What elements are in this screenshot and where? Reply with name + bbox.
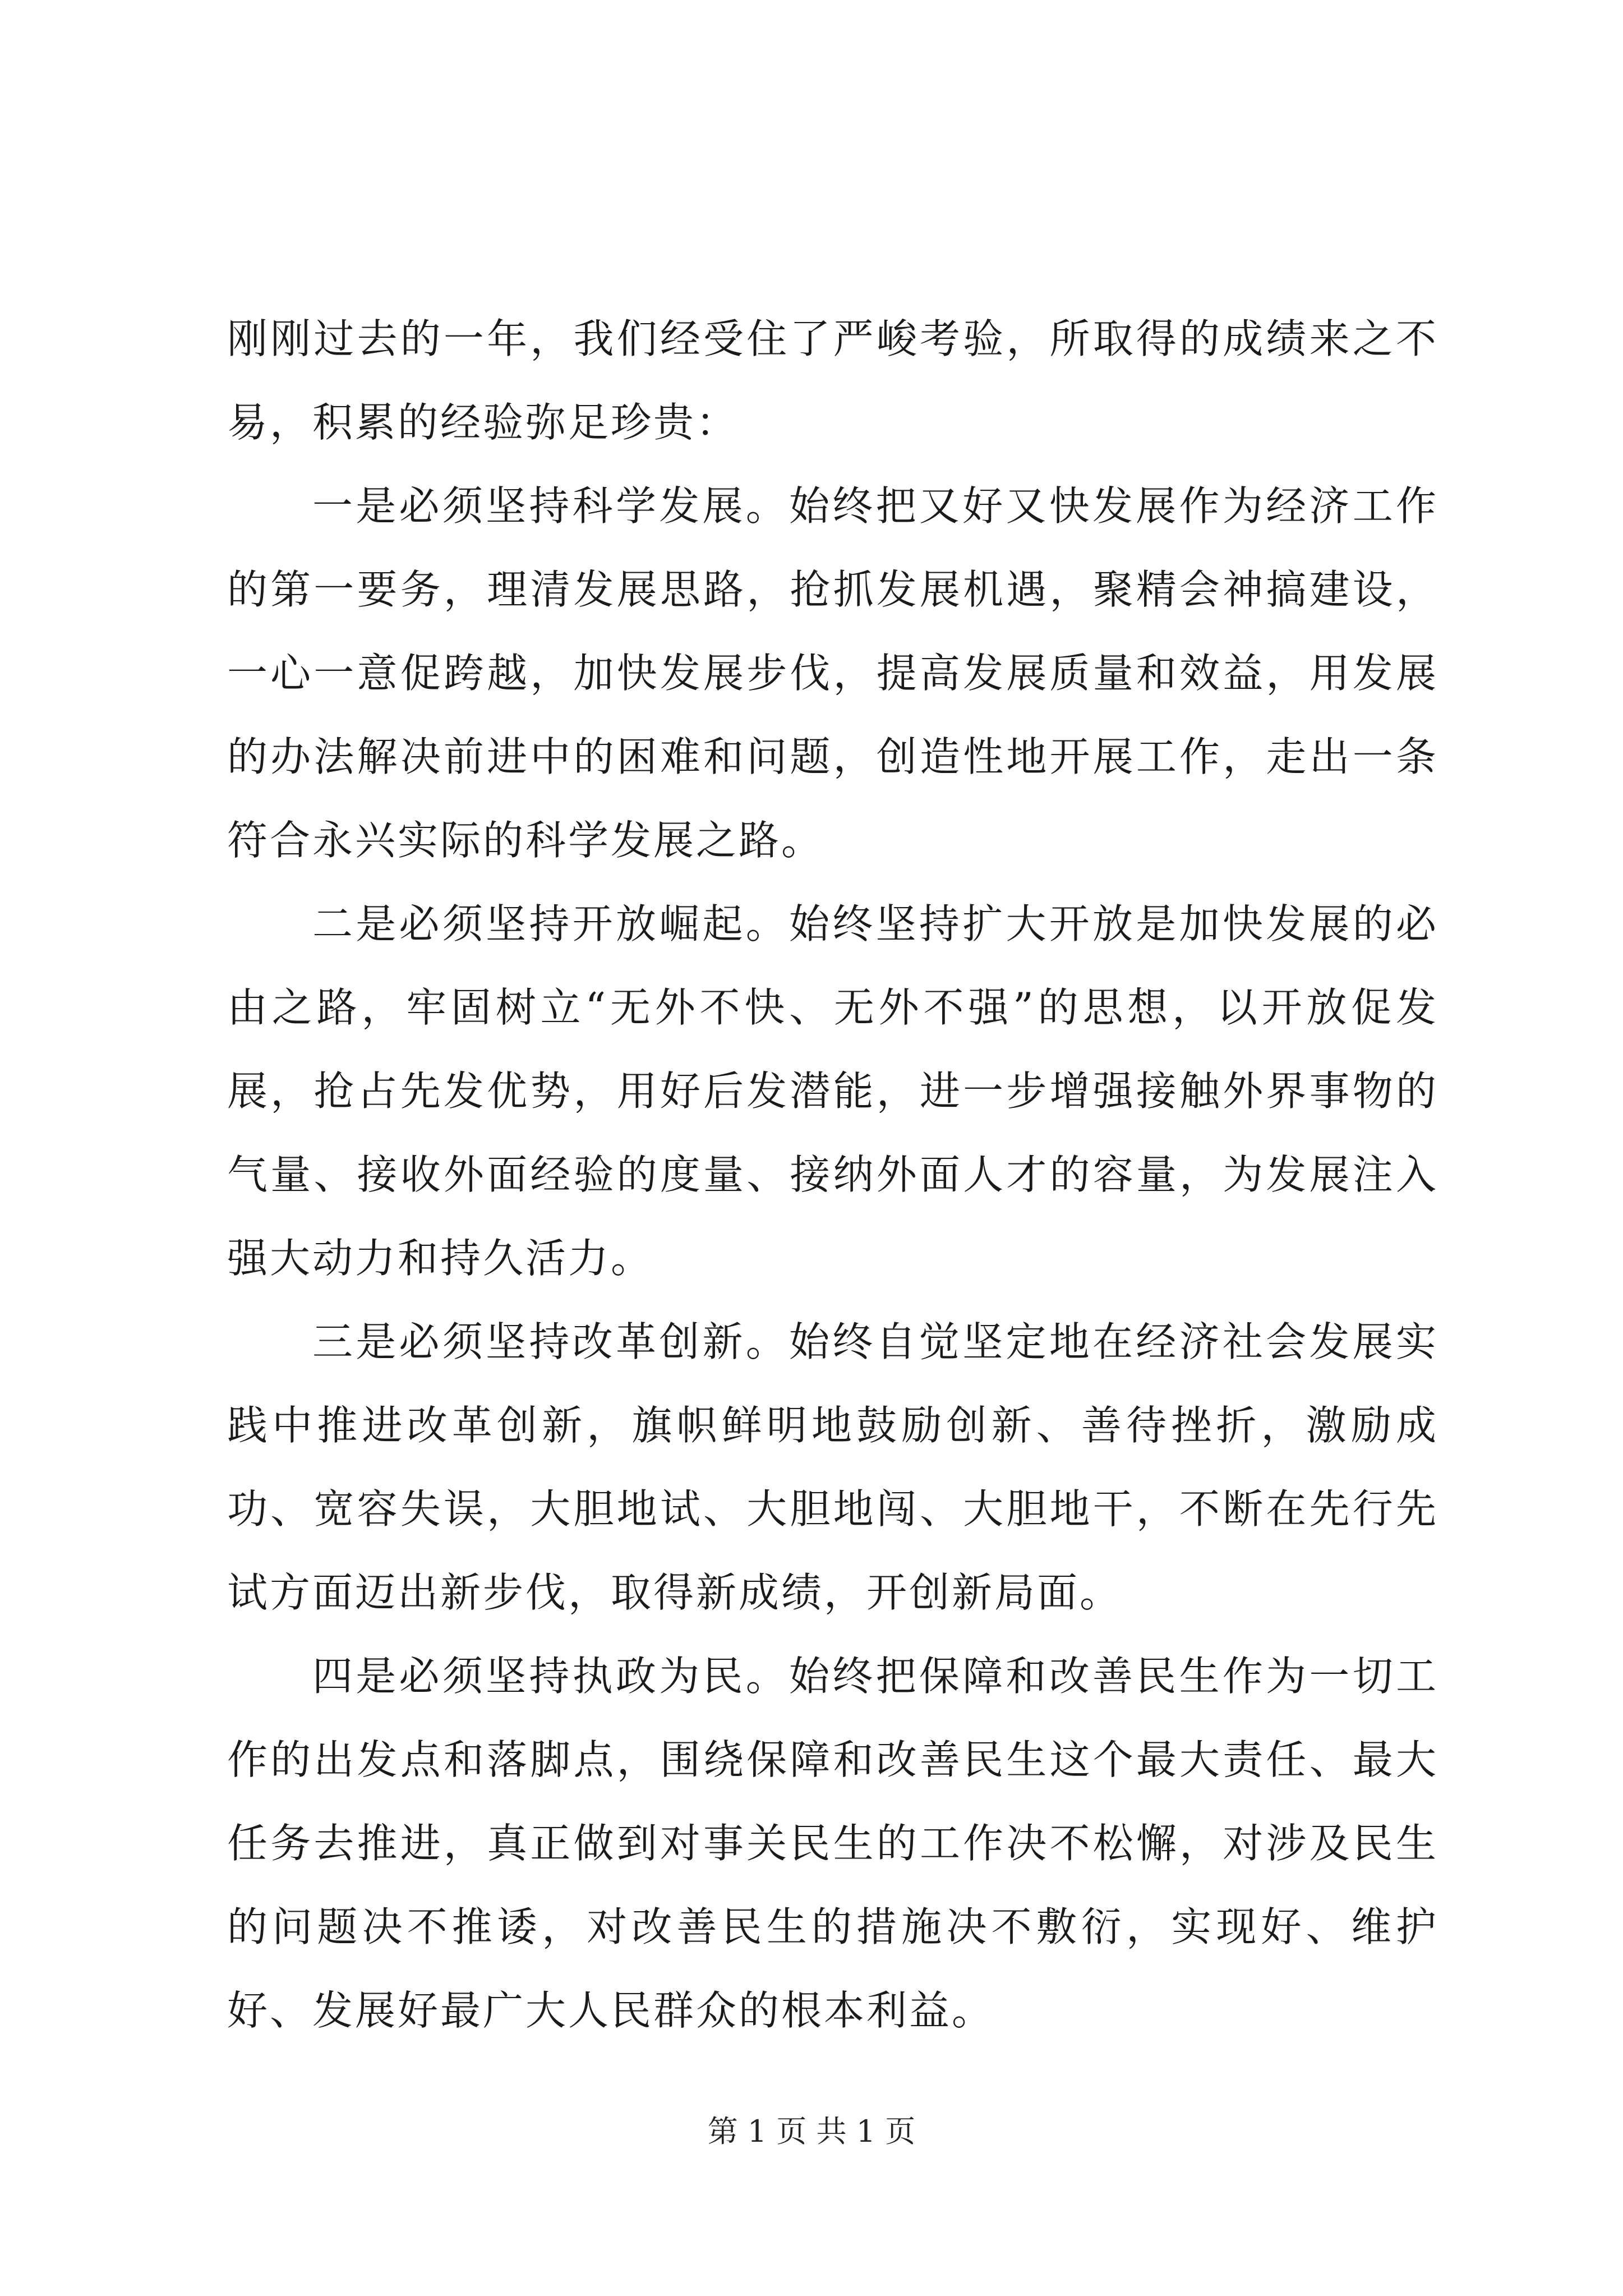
document-body bbox=[227, 297, 1438, 2053]
paragraph-point-1: 一是必须坚持科学发展。始终把又好又快发展作为经济工作的第一要务，理清发展思路，抢抓发展机遇，聚精会神搞建设，一心一意促跨越，加快发展步伐，提高发展质量和效益，用发展的办法解决前进中的困难和问题，创造性地开展工作，走出一条符合永兴实际的科学发展之路。 bbox=[227, 482, 1438, 864]
paragraph-point-4: 四是必须坚持执政为民。始终把保障和改善民生作为一切工作的出发点和落脚点，围绕保障和改善民生这个最大责任、最大任务去推进，真正做到对事关民生的工作决不松懈，对涉及民生的问题决不推诿，对改善民生的措施决不敷衍，实现好、维护好、发展好最广大人民群众的根本利益。 bbox=[227, 1653, 1438, 2034]
page-number-footer: 第 1 页 共 1 页 bbox=[707, 2114, 916, 2149]
paragraph-intro: 刚刚过去的一年，我们经受住了严峻考验，所取得的成绩来之不易，积累的经验弥足珍贵： bbox=[227, 315, 1438, 446]
paragraph-point-2: 二是必须坚持开放崛起。始终坚持扩大开放是加快发展的必由之路，牢固树立“无外不快、无外不强”的思想，以开放促发展，抢占先发优势，用好后发潜能，进一步增强接触外界事物的气量、接收外面经验的度量、接纳外面人才的容量，为发展注入强大动力和持久活力。 bbox=[227, 900, 1438, 1282]
paragraph-point-3: 三是必须坚持改革创新。始终自觉坚定地在经济社会发展实践中推进改革创新，旗帜鲜明地鼓励创新、善待挫折，激励成功、宽容失误，大胆地试、大胆地闯、大胆地干，不断在先行先试方面迈出新步伐，取得新成绩，开创新局面。 bbox=[227, 1318, 1438, 1616]
